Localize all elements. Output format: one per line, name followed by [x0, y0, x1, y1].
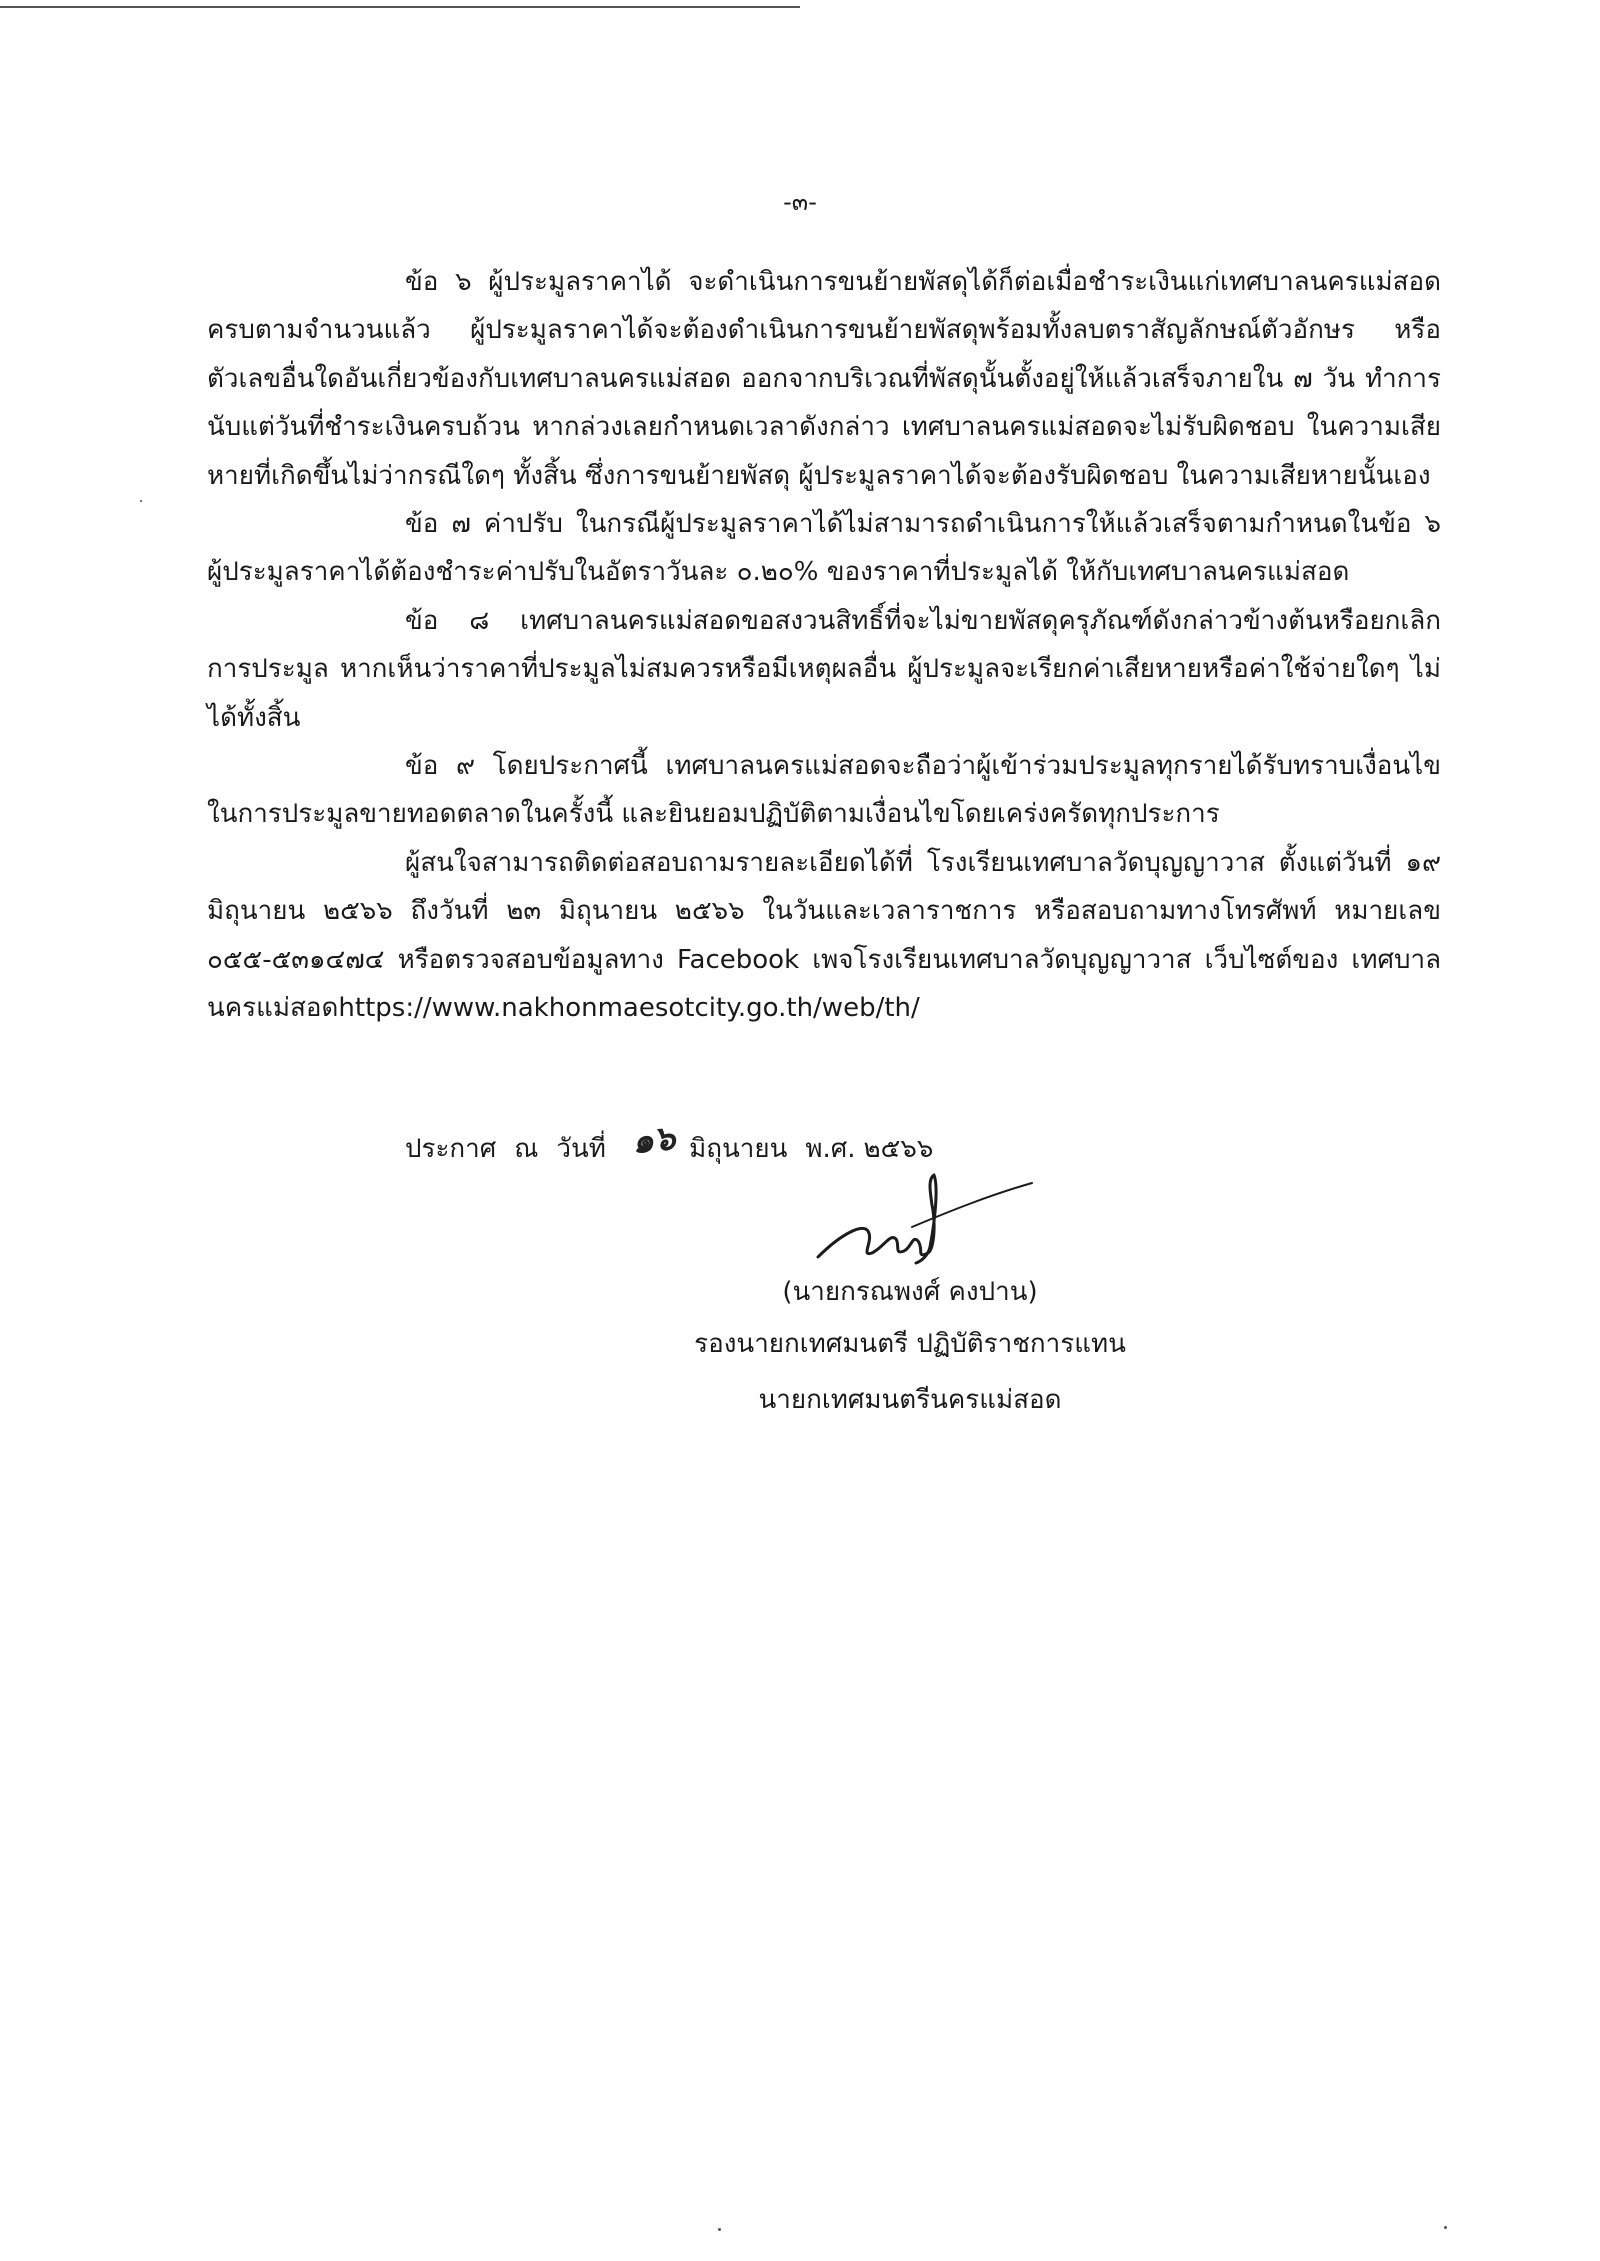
scan-speck: [140, 500, 142, 502]
paragraph-clause-8: ข้อ ๘ เทศบาลนครแม่สอดขอสงวนสิทธิ์ที่จะไม่ขายพัสดุครุภัณฑ์ดังกล่าวข้างต้นหรือยกเลิก การประมูล หากเห็นว่าราคาที่ประมูลไม่สมควรหรือมีเหตุผลอื่น ผู้ประมูลจะเรียกค่าเสียหายหรือค่าใช้จ่ายใดๆ ไม่ได้ทั้งสิ้น: [207, 605, 1441, 733]
announcement-year: ๒๕๖๖: [863, 1134, 934, 1164]
scan-speck: [718, 2228, 721, 2231]
signer-position-line-1: รองนายกเทศมนตรี ปฏิบัติราชการแทน: [694, 1329, 1126, 1359]
page-number: -๓-: [783, 188, 817, 216]
announcement-prefix: ประกาศ: [405, 1134, 497, 1164]
paragraph-clause-6: ข้อ ๖ ผู้ประมูลราคาได้ จะดำเนินการขนย้ายพัสดุได้ก็ต่อเมื่อชำระเงินแก่เทศบาลนครแม่สอด ครบตามจำนวนแล้ว ผู้ประมูลราคาได้จะต้องดำเนินการขนย้ายพัสดุพร้อมทั้งลบตราสัญลักษณ์ตัวอักษร หรือตัวเลขอื่นใดอันเกี่ยวข้องกับเทศบาลนครแม่สอด ออกจากบริเวณที่พัสดุนั้นตั้งอยู่ให้แล้วเสร็จภายใน ๗ วัน ทำการนับแต่วันที่ชำระเงินครบถ้วน หากล่วงเลยกำหนดเวลาดังกล่าว เทศบาลนครแม่สอดจะไม่รับผิดชอบ ในความเสียหายที่เกิดขึ้นไม่ว่ากรณีใดๆ ทั้งสิ้น ซึ่งการขนย้ายพัสดุ ผู้ประมูลราคาได้จะต้องรับผิดชอบ ในความเสียหายนั้นเอง: [207, 267, 1441, 491]
announcement-era: พ.ศ.: [805, 1134, 856, 1164]
paragraph-clause-7: ข้อ ๗ ค่าปรับ ในกรณีผู้ประมูลราคาได้ไม่สามารถดำเนินการให้แล้วเสร็จตามกำหนดในข้อ ๖ ผู้ประมูลราคาได้ต้องชำระค่าปรับในอัตราวันละ ๐.๒๐% ของราคาที่ประมูลได้ ให้กับเทศบาลนครแม่สอด: [207, 509, 1441, 588]
handwritten-signature: [800, 1165, 1040, 1280]
announcement-at: ณ: [514, 1134, 539, 1164]
signer-position-line-2: นายกเทศมนตรีนครแม่สอด: [758, 1385, 1062, 1415]
signer-name: (นายกรณพงศ์ คงปาน): [782, 1277, 1038, 1307]
paragraph-clause-9: ข้อ ๙ โดยประกาศนี้ เทศบาลนครแม่สอดจะถือว่าผู้เข้าร่วมประมูลทุกรายได้รับทราบเงื่อนไข ในการประมูลขายทอดตลาดในครั้งนี้ และยินยอมปฏิบัติตามเงื่อนไขโดยเคร่งครัดทุกประการ: [207, 751, 1441, 830]
handwritten-day: ๑๖: [629, 1117, 678, 1163]
announcement-month: มิถุนายน: [689, 1134, 788, 1164]
paragraph-contact: ผู้สนใจสามารถติดต่อสอบถามรายละเอียดได้ที่ โรงเรียนเทศบาลวัดบุญญาวาส ตั้งแต่วันที่ ๑๙ มิถุนายน ๒๕๖๖ ถึงวันที่ ๒๓ มิถุนายน ๒๕๖๖ ในวันและเวลาราชการ หรือสอบถามทางโทรศัพท์ หมายเลข ๐๕๕-๕๓๑๔๗๔ หรือตรวจสอบข้อมูลทาง Facebook เพจโรงเรียนเทศบาลวัดบุญญาวาส เว็บไซต์ของ เทศบาลนครแม่สอดhttps://www.nakhonmaesotcity.go.th/web/th/: [207, 847, 1441, 1024]
scan-speck: [1444, 2226, 1447, 2229]
announcement-day-label: วันที่: [556, 1134, 606, 1164]
document-body: [207, 258, 1441, 1033]
scan-top-rule: [0, 6, 800, 8]
